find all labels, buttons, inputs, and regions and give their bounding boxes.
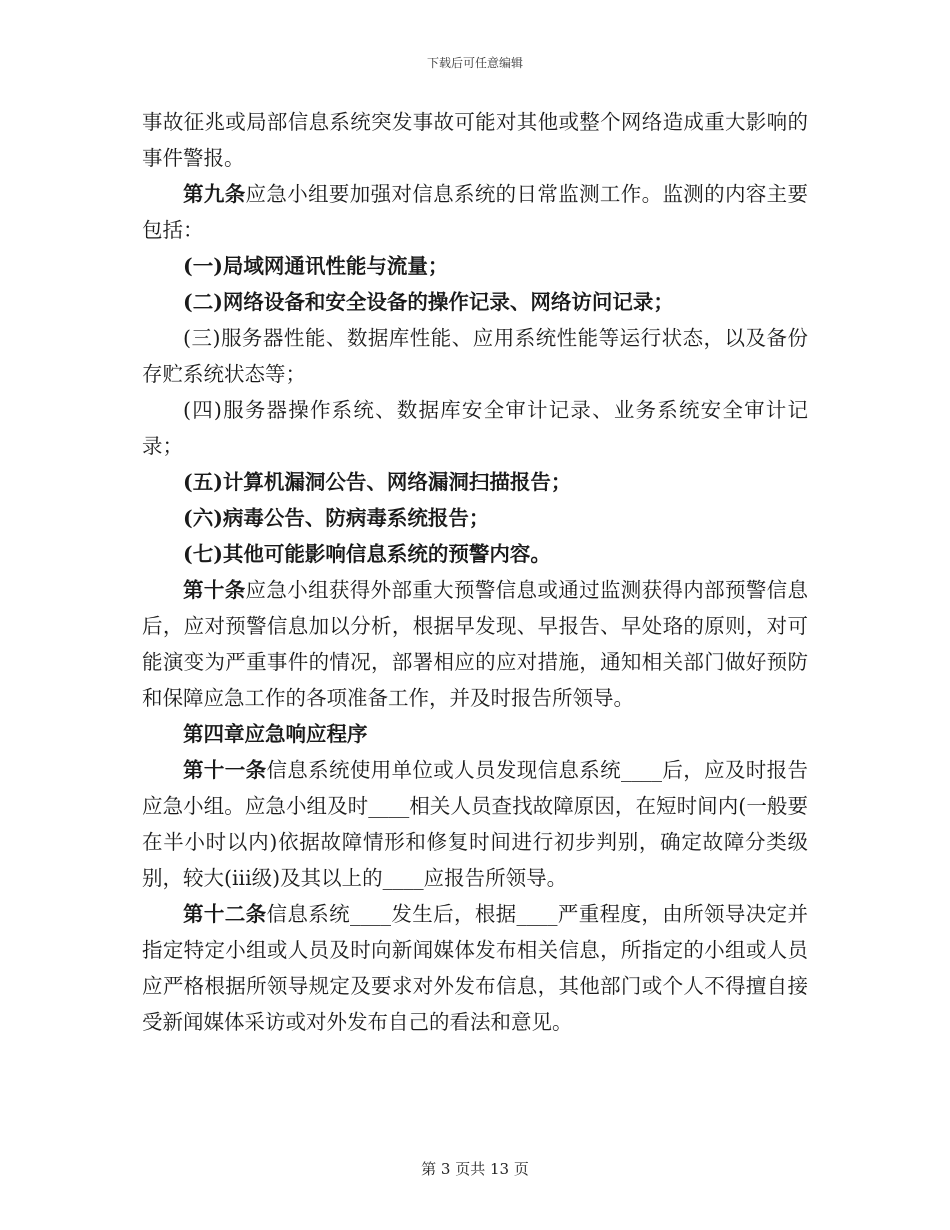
- article-11: [142, 752, 808, 896]
- list-item-text: (二)网络设备和安全设备的操作记录、网络访问记录；: [183, 290, 674, 314]
- page-header: 下载后可任意编辑: [426, 56, 523, 70]
- list-item-text: (六)病毒公告、防病毒系统报告；: [183, 506, 490, 530]
- chapter-heading: [142, 716, 808, 752]
- monitor-item-4: [142, 392, 808, 464]
- paragraph-continuation: [142, 104, 808, 176]
- chapter-title: 第四章应急响应程序: [183, 722, 368, 746]
- paragraph-text: 应急小组要加强对信息系统的日常监测工作。监测的内容主要包括：: [142, 182, 809, 242]
- article-12: [142, 896, 808, 1040]
- page-footer: 第 3 页共 13 页: [421, 1160, 529, 1178]
- monitor-item-5: [142, 464, 808, 500]
- monitor-item-7: [142, 536, 808, 572]
- paragraph-text: 信息系统____发生后，根据____严重程度，由所领导决定并指定特定小组或人员及时向新闻媒体发布相关信息，所指定的小组或人员应严格根据所领导规定及要求对外发布信息，其他部门或个人不得擅自接受新闻媒体采访或对外发布自己的看法和意见。: [142, 902, 809, 1034]
- article-9: [142, 176, 808, 248]
- list-item-text: (七)其他可能影响信息系统的预警内容。: [183, 542, 551, 566]
- monitor-item-6: [142, 500, 808, 536]
- paragraph-text: 应急小组获得外部重大预警信息或通过监测获得内部预警信息后，应对预警信息加以分析，根据早发现、早报告、早处珞的原则，对可能演变为严重事件的情况，部署相应的应对措施，通知相关部门做好预防和保障应急工作的各项准备工作，并及时报告所领导。: [142, 578, 809, 710]
- article-number: 第九条: [183, 182, 246, 206]
- list-item-text: (五)计算机漏洞公告、网络漏洞扫描报告；: [183, 470, 572, 494]
- article-number: 第十二条: [183, 902, 267, 926]
- list-item-text: (三)服务器性能、数据库性能、应用系统性能等运行状态，以及备份存贮系统状态等；: [142, 326, 808, 386]
- article-number: 第十一条: [183, 758, 267, 782]
- monitor-item-3: [142, 320, 808, 392]
- list-item-text: (一)局域网通讯性能与流量；: [183, 254, 449, 278]
- document-body: [142, 104, 808, 1040]
- article-10: [142, 572, 808, 716]
- monitor-item-1: [142, 248, 808, 284]
- article-number: 第十条: [183, 578, 246, 602]
- monitor-item-2: [142, 284, 808, 320]
- paragraph-text: 事故征兆或局部信息系统突发事故可能对其他或整个网络造成重大影响的事件警报。: [142, 110, 808, 170]
- paragraph-text: 信息系统使用单位或人员发现信息系统____后，应及时报告应急小组。应急小组及时____相关人员查找故障原因，在短时间内(一般要在半小时以内)依据故障情形和修复时间进行初步判别，确定故障分类级别，较大(iii级)及其以上的____应报告所领导。: [142, 758, 809, 890]
- list-item-text: (四)服务器操作系统、数据库安全审计记录、业务系统安全审计记录；: [142, 398, 808, 458]
